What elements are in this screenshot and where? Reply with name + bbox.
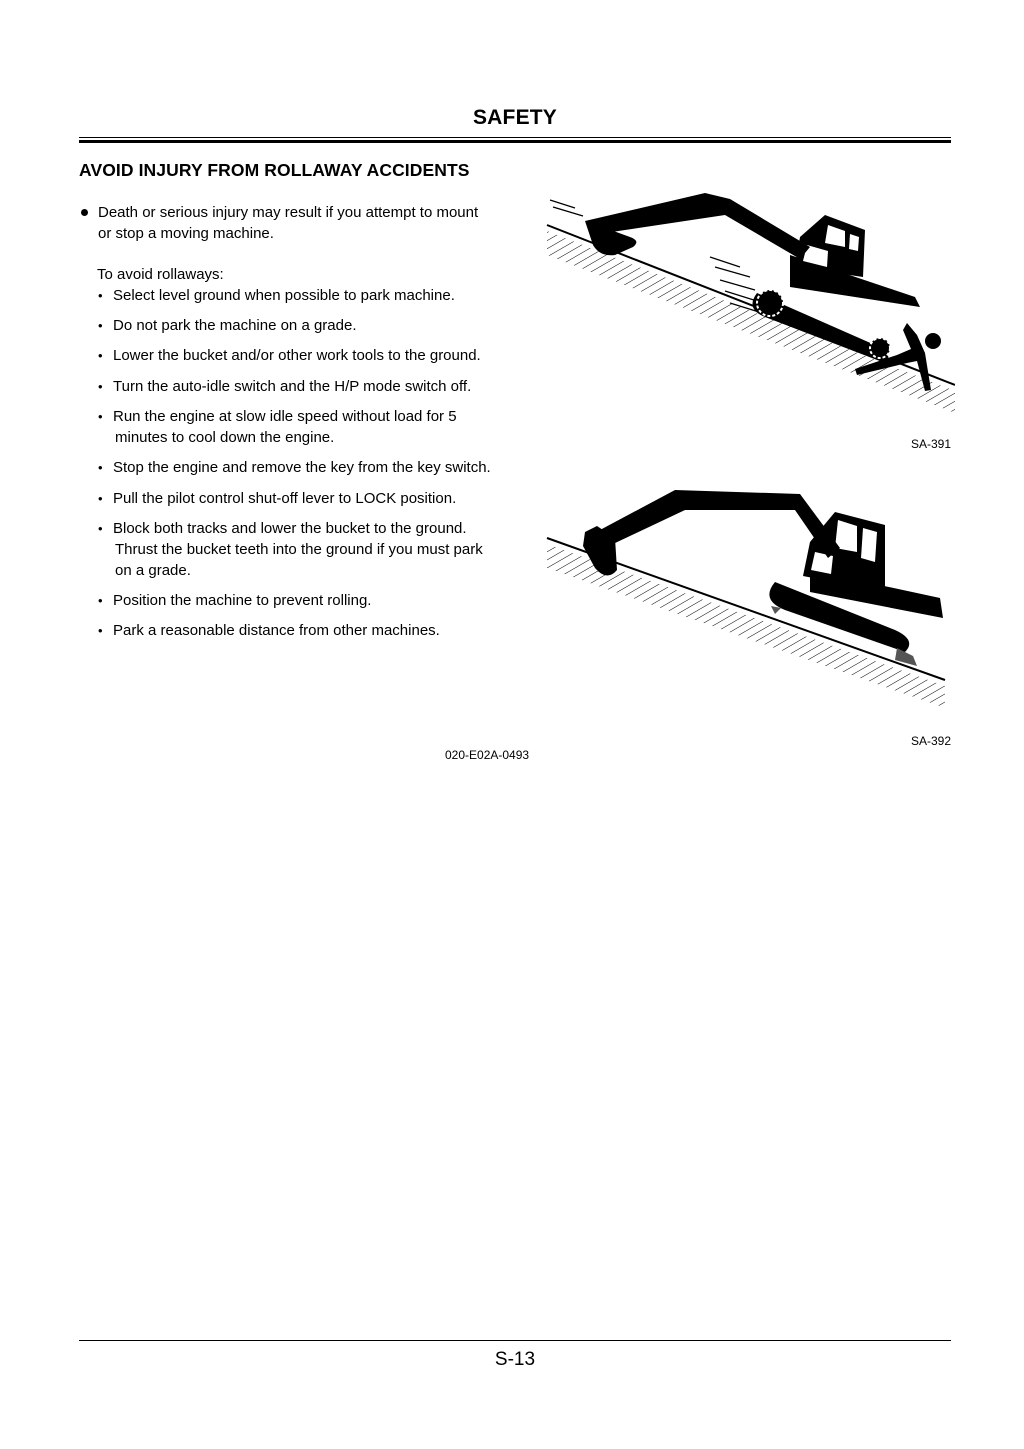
step-text: Pull the pilot control shut-off lever to LOCK position. — [113, 490, 457, 507]
step-text: Run the engine at slow idle speed without load for 5 — [113, 408, 457, 425]
step-text: minutes to cool down the engine. — [115, 429, 335, 446]
step-text: Position the machine to prevent rolling. — [113, 592, 372, 609]
figure-label-2: SA-392 — [911, 734, 952, 748]
intro-line-1: Death or serious injury may result if you attempt to mount — [98, 204, 479, 221]
parked-on-grade-illustration — [545, 480, 955, 710]
step-text: Do not park the machine on a grade. — [113, 317, 357, 334]
bullet-icon: • — [98, 491, 103, 506]
bullet-icon: • — [98, 409, 103, 424]
bullet-icon: • — [98, 318, 103, 333]
step-text: Turn the auto-idle switch and the H/P mode switch off. — [113, 378, 472, 395]
step-text: on a grade. — [115, 562, 191, 579]
section-title: AVOID INJURY FROM ROLLAWAY ACCIDENTS — [79, 160, 470, 180]
step-text: Block both tracks and lower the bucket to the ground. — [113, 520, 467, 537]
bullet-icon: • — [98, 460, 103, 475]
header-rule-thick — [79, 140, 951, 143]
document-code: 020-E02A-0493 — [445, 748, 530, 762]
bullet-icon — [81, 209, 88, 216]
bullet-icon: • — [98, 593, 103, 608]
bullet-icon: • — [98, 623, 103, 638]
step-text: Park a reasonable distance from other machines. — [113, 622, 440, 639]
footer-rule — [79, 1340, 951, 1341]
rollaway-figure-illustration — [545, 185, 955, 415]
bullet-icon: • — [98, 379, 103, 394]
avoid-label: To avoid rollaways: — [97, 266, 224, 283]
bullet-icon: • — [98, 521, 103, 536]
page-header-title: SAFETY — [472, 106, 558, 129]
step-text: Lower the bucket and/or other work tools to the ground. — [113, 347, 481, 364]
bullet-icon: • — [98, 288, 103, 303]
step-text: Select level ground when possible to park machine. — [113, 287, 455, 304]
figure-label-1: SA-391 — [911, 437, 952, 451]
bullet-icon: • — [98, 348, 103, 363]
intro-line-2: or stop a moving machine. — [98, 225, 274, 242]
step-text: Stop the engine and remove the key from the key switch. — [113, 459, 491, 476]
page-number: S-13 — [494, 1349, 536, 1370]
header-rule-thin — [79, 137, 951, 138]
step-text: Thrust the bucket teeth into the ground if you must park — [115, 541, 483, 558]
